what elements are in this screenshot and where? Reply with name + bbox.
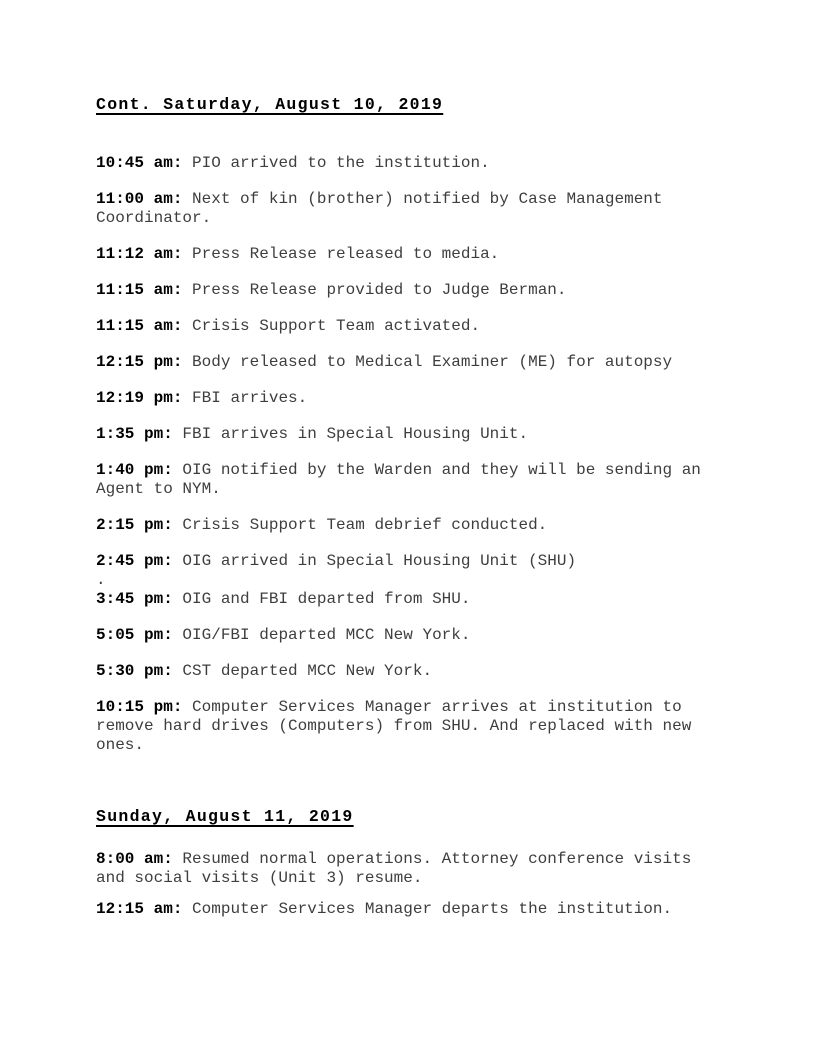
entry-time: 11:15 am: (96, 281, 183, 299)
entry-text: . (96, 571, 106, 589)
timeline-entry (96, 626, 722, 645)
timeline-entry (96, 552, 722, 571)
entry-text: Crisis Support Team debrief conducted. (182, 516, 548, 534)
entry-text: OIG and FBI departed from SHU. (182, 590, 471, 608)
timeline-entry (96, 154, 722, 173)
entry-text: Computer Services Manager arrives at institution to remove hard drives (Computers) from SHU. And replaced with new ones. (96, 698, 692, 754)
timeline-entry (96, 516, 722, 535)
entry-text: Next of kin (brother) notified by Case Management Coordinator. (96, 190, 663, 227)
entry-text: Resumed normal operations. Attorney conference visits and social visits (Unit 3) resume. (96, 850, 692, 887)
timeline-entry (96, 353, 722, 372)
entry-time: 12:15 pm: (96, 353, 183, 371)
timeline-entry (96, 190, 722, 228)
entry-text: OIG/FBI departed MCC New York. (182, 626, 471, 644)
timeline-entry (96, 850, 722, 888)
entry-time: 8:00 am: (96, 850, 173, 868)
entry-text: PIO arrived to the institution. (192, 154, 490, 172)
section-heading: Cont. Saturday, August 10, 2019 (96, 95, 444, 114)
entry-time: 5:30 pm: (96, 662, 173, 680)
entry-text: Crisis Support Team activated. (192, 317, 481, 335)
entry-time: 1:35 pm: (96, 425, 173, 443)
entry-time: 10:45 am: (96, 154, 183, 172)
timeline-entry (96, 698, 722, 755)
entry-text: CST departed MCC New York. (182, 662, 433, 680)
entry-time: 5:05 pm: (96, 626, 173, 644)
entry-time: 12:15 am: (96, 900, 183, 918)
timeline-entry (96, 590, 722, 609)
timeline-entry (96, 425, 722, 444)
entry-text: FBI arrives in Special Housing Unit. (182, 425, 529, 443)
entry-time: 3:45 pm: (96, 590, 173, 608)
timeline-entry (96, 461, 722, 499)
entry-text: OIG arrived in Special Housing Unit (SHU) (182, 552, 577, 570)
entry-time: 1:40 pm: (96, 461, 173, 479)
entry-time: 11:00 am: (96, 190, 183, 208)
entry-time: 11:12 am: (96, 245, 183, 263)
entry-time: 12:19 pm: (96, 389, 183, 407)
entry-text: Press Release provided to Judge Berman. (192, 281, 567, 299)
timeline-section (96, 806, 722, 919)
entry-text: OIG notified by the Warden and they will be sending an Agent to NYM. (96, 461, 701, 498)
entry-text: Body released to Medical Examiner (ME) for autopsy (192, 353, 673, 371)
timeline-entry (96, 281, 722, 300)
entry-time: 11:15 am: (96, 317, 183, 335)
timeline-entry (96, 317, 722, 336)
entry-text: FBI arrives. (192, 389, 308, 407)
timeline-entry (96, 245, 722, 264)
entry-time: 2:45 pm: (96, 552, 173, 570)
entry-text: Computer Services Manager departs the institution. (192, 900, 673, 918)
document-body (96, 94, 722, 919)
entry-time: 10:15 pm: (96, 698, 183, 716)
timeline-entry (96, 900, 722, 919)
timeline-entry (96, 662, 722, 681)
section-heading: Sunday, August 11, 2019 (96, 807, 354, 826)
entry-time: 2:15 pm: (96, 516, 173, 534)
entry-text: Press Release released to media. (192, 245, 500, 263)
timeline-section (96, 94, 722, 755)
timeline-entry (96, 389, 722, 408)
timeline-entry (96, 571, 722, 590)
